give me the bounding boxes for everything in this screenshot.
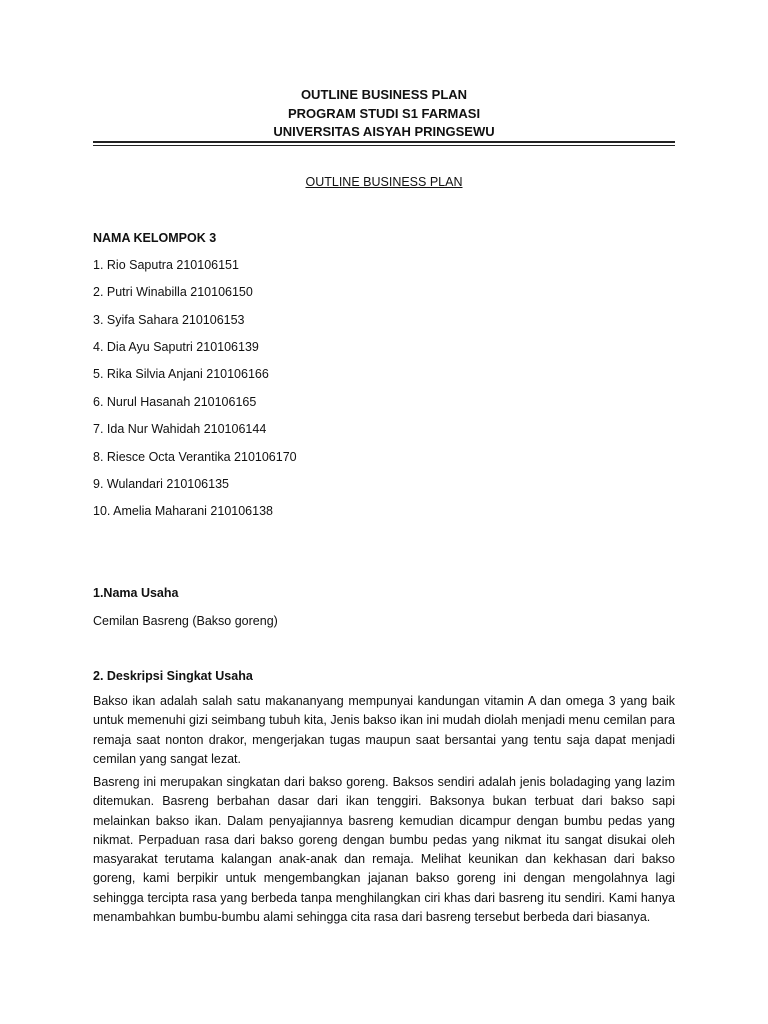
- member-item: 9. Wulandari 210106135: [93, 477, 229, 491]
- section2-heading: 2. Deskripsi Singkat Usaha: [93, 669, 253, 683]
- member-item: 8. Riesce Octa Verantika 210106170: [93, 450, 297, 464]
- section2-paragraph-1: Bakso ikan adalah salah satu makananyang mempunyai kandungan vitamin A dan omega 3 yang baik untuk memenuhi gizi seimbang tubuh kita, Jenis bakso ikan ini mudah diolah menjadi menu cemilan para remaja saat nonton drakor, mengerjakan tugas maupun saat bersantai yang tentu saja dapat menjadi cemilan yang sangat lezat.: [93, 694, 675, 766]
- section1-heading: 1.Nama Usaha: [93, 586, 179, 600]
- header-title: OUTLINE BUSINESS PLAN: [300, 87, 468, 102]
- member-item: 5. Rika Silvia Anjani 210106166: [93, 367, 269, 381]
- header-university: UNIVERSITAS AISYAH PRINGSEWU: [273, 124, 495, 139]
- document-title: OUTLINE BUSINESS PLAN: [305, 175, 463, 189]
- group-heading: NAMA KELOMPOK 3: [93, 231, 217, 245]
- section1-text: Cemilan Basreng (Bakso goreng): [93, 614, 278, 628]
- member-item: 1. Rio Saputra 210106151: [93, 258, 239, 272]
- header-divider: [93, 141, 675, 146]
- member-item: 2. Putri Winabilla 210106150: [93, 285, 253, 299]
- member-item: 10. Amelia Maharani 210106138: [93, 504, 273, 518]
- document-header: [93, 86, 675, 142]
- section2-paragraph-2: Basreng ini merupakan singkatan dari bakso goreng. Baksos sendiri adalah jenis boladaging yang lazim ditemukan. Basreng berbahan dasar dari ikan tenggiri. Baksonya bukan terbuat dari bakso sapi melainkan bakso ikan. Dalam penyajiannya basreng kemudian dicampur dengan bumbu pedas yang nikmat. Perpaduan rasa dari bakso goreng dengan bumbu pedas yang nikmat itu sangat disukai oleh masyarakat terutama kalangan anak-anak dan remaja. Melihat keunikan dan kekhasan dari bakso goreng, kami berpikir untuk mengembangkan jajanan bakso goreng ini dengan mengolahnya lagi sehingga tercipta rasa yang berbeda tanpa menghilangkan ciri khas dari basreng itu sendiri. Kami hanya menambahkan bumbu-bumbu alami sehingga cita rasa dari basreng tersebut berbeda dari biasanya.: [93, 775, 675, 925]
- header-program: PROGRAM STUDI S1 FARMASI: [287, 105, 481, 121]
- member-item: 7. Ida Nur Wahidah 210106144: [93, 422, 267, 436]
- member-item: 6. Nurul Hasanah 210106165: [93, 395, 257, 409]
- member-item: 4. Dia Ayu Saputri 210106139: [93, 340, 259, 354]
- member-item: 3. Syifa Sahara 210106153: [93, 313, 245, 327]
